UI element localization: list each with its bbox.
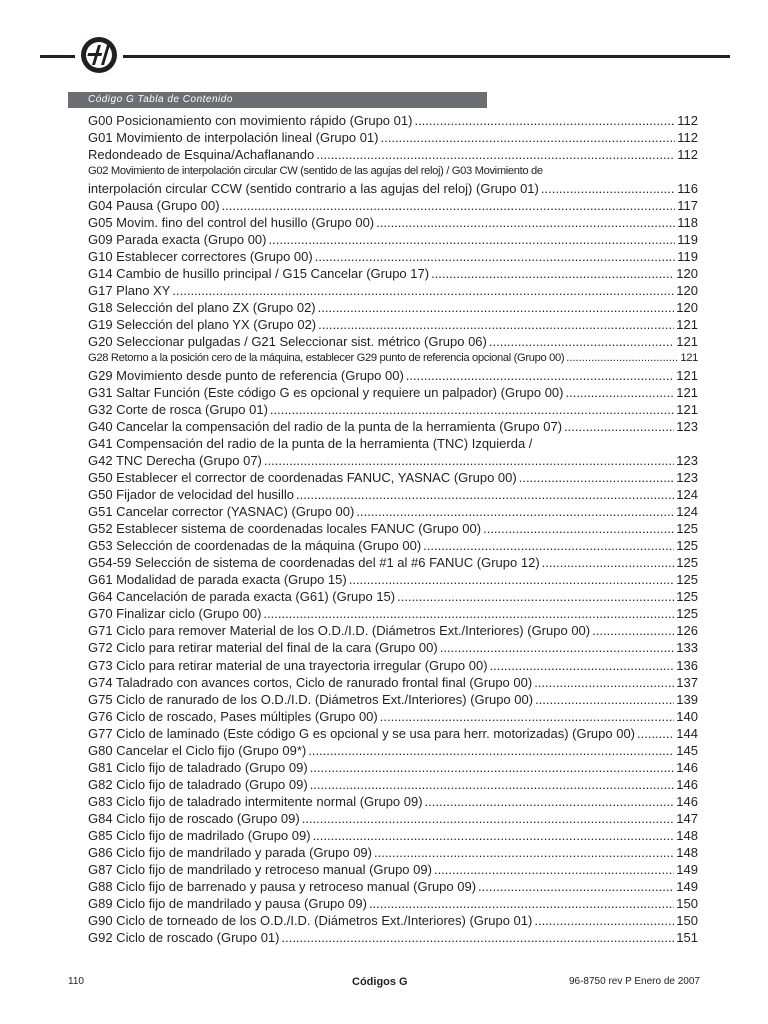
toc-entry-title: G10 Establecer correctores (Grupo 00)	[88, 249, 313, 265]
toc-entry-title: G14 Cambio de husillo principal / G15 Cancelar (Grupo 17)	[88, 266, 430, 282]
toc-entry-page: 119	[677, 232, 698, 248]
toc-entry[interactable]	[88, 657, 698, 674]
toc-entry-title: G41 Compensación del radio de la punta de la herramienta (TNC) Izquierda /	[88, 436, 533, 452]
toc-entry[interactable]	[88, 895, 698, 912]
toc-entry-title: G77 Ciclo de laminado (Este código G es opcional y se usa para herr. motorizadas) (Grupo 00)	[88, 725, 635, 741]
toc-entry-page: 133	[676, 640, 698, 656]
toc-entry-page: 121	[676, 402, 698, 418]
toc-entry[interactable]	[88, 282, 698, 299]
toc-entry[interactable]	[88, 912, 698, 929]
toc-entry-title: G20 Seleccionar pulgadas / G21 Seleccionar sist. métrico (Grupo 06)	[88, 334, 487, 350]
toc-entry[interactable]	[88, 639, 698, 656]
toc-entry-title: G29 Movimiento desde punto de referencia (Grupo 00)	[88, 368, 404, 384]
toc-entry-page: 145	[676, 742, 698, 758]
dot-leader	[264, 452, 674, 469]
toc-entry-page: 148	[676, 844, 698, 860]
toc-entry-title: G53 Selección de coordenadas de la máquina (Grupo 00)	[88, 538, 422, 554]
toc-entry-page: 121	[680, 352, 698, 365]
dot-leader	[374, 844, 674, 861]
dot-leader	[535, 691, 674, 708]
toc-entry[interactable]	[88, 129, 698, 146]
toc-entry-title: G50 Fijador de velocidad del husillo	[88, 487, 294, 503]
toc-entry-title: G01 Movimiento de interpolación lineal (Grupo 01)	[88, 130, 379, 146]
toc-entry-title: G80 Cancelar el Ciclo fijo (Grupo 09*)	[88, 742, 307, 758]
dot-leader	[534, 674, 674, 691]
toc-entry-page: 125	[676, 555, 698, 571]
toc-entry-page: 120	[676, 266, 698, 282]
section-title: Código G Tabla de Contenido	[88, 94, 233, 105]
toc-entry-page: 149	[676, 878, 698, 894]
toc-entry[interactable]	[88, 265, 698, 282]
toc-entry[interactable]	[88, 810, 698, 827]
dot-leader	[380, 708, 675, 725]
toc-entry-title: G17 Plano XY	[88, 283, 171, 299]
toc-entry-page: 137	[676, 674, 698, 690]
toc-entry-page: 124	[676, 487, 698, 503]
toc-entry-page: 121	[676, 385, 698, 401]
dot-leader	[489, 333, 674, 350]
toc-entry[interactable]	[88, 827, 698, 844]
toc-entry-title: G84 Ciclo fijo de roscado (Grupo 09)	[88, 810, 300, 826]
toc-entry-title: interpolación circular CCW (sentido contrario a las agujas del reloj) (Grupo 01)	[88, 181, 539, 197]
toc-entry-title: G70 Finalizar ciclo (Grupo 00)	[88, 606, 262, 622]
dot-leader	[406, 367, 675, 384]
toc-entry-title: G85 Ciclo fijo de madrilado (Grupo 09)	[88, 827, 311, 843]
toc-entry[interactable]	[88, 622, 698, 639]
dot-leader	[565, 384, 674, 401]
dot-leader	[316, 146, 675, 163]
toc-entry-title: G54-59 Selección de sistema de coordenadas del #1 al #6 FANUC (Grupo 12)	[88, 555, 540, 571]
toc-entry[interactable]	[88, 231, 698, 248]
dot-leader	[541, 180, 675, 197]
dot-leader	[310, 776, 675, 793]
toc-entry-title: G31 Saltar Función (Este código G es opcional y requiere un palpador) (Grupo 00)	[88, 385, 564, 401]
toc-entry-title: G82 Ciclo fijo de taladrado (Grupo 09)	[88, 776, 308, 792]
toc-entry[interactable]	[88, 708, 698, 725]
dot-leader	[564, 418, 674, 435]
toc-entry-title: G81 Ciclo fijo de taladrado (Grupo 09)	[88, 759, 308, 775]
toc-entry[interactable]	[88, 605, 698, 622]
toc-entry-page: 121	[676, 334, 698, 350]
toc-entry-title: G75 Ciclo de ranurado de los O.D./I.D. (Diámetros Ext./Interiores) (Grupo 00)	[88, 691, 534, 707]
toc-entry[interactable]	[88, 725, 698, 742]
toc-entry-page: 116	[677, 181, 698, 197]
toc-entry-title: G61 Modalidad de parada exacta (Grupo 15)	[88, 572, 347, 588]
toc-entry-page: 146	[676, 776, 698, 792]
toc-entry[interactable]	[88, 878, 698, 895]
toc-entry[interactable]	[88, 214, 698, 231]
toc-entry-page: 140	[676, 708, 698, 724]
toc-entry-page: 123	[676, 470, 698, 486]
toc-entry[interactable]	[88, 316, 698, 333]
toc-entry-page: 146	[676, 793, 698, 809]
toc-entry[interactable]	[88, 571, 698, 588]
dot-leader	[431, 265, 674, 282]
dot-leader	[369, 895, 674, 912]
toc-entry-page: 112	[677, 113, 698, 128]
dot-leader	[318, 316, 674, 333]
toc-entry[interactable]	[88, 367, 698, 384]
dot-leader	[281, 929, 674, 946]
dot-leader	[397, 588, 674, 605]
dot-leader	[315, 248, 676, 265]
toc-entry-title: G74 Taladrado con avances cortos, Ciclo de ranurado frontal final (Grupo 00)	[88, 674, 533, 690]
toc-entry-title: G87 Ciclo fijo de mandrilado y retroceso manual (Grupo 09)	[88, 861, 432, 877]
toc-entry[interactable]	[88, 537, 698, 554]
toc-entry-page: 120	[676, 283, 698, 299]
dot-leader	[269, 231, 676, 248]
toc-entry[interactable]	[88, 776, 698, 793]
dot-leader	[313, 827, 675, 844]
toc-entry-title: G64 Cancelación de parada exacta (G61) (Grupo 15)	[88, 589, 396, 605]
toc-entry-title: G18 Selección del plano ZX (Grupo 02)	[88, 300, 316, 316]
section-title-bar	[68, 92, 487, 108]
toc-entry[interactable]	[88, 520, 698, 537]
dot-leader	[356, 503, 674, 520]
haas-logo-icon	[75, 35, 123, 75]
toc-entry[interactable]	[88, 435, 698, 452]
toc-entry-page: 125	[676, 606, 698, 622]
toc-entry-title: G50 Establecer el corrector de coordenadas FANUC, YASNAC (Grupo 00)	[88, 470, 517, 486]
dot-leader	[483, 520, 674, 537]
toc-entry-page: 125	[676, 538, 698, 554]
toc-entry[interactable]	[88, 299, 698, 316]
toc-entry[interactable]	[88, 180, 698, 197]
dot-leader	[534, 912, 674, 929]
toc-entry[interactable]	[88, 554, 698, 571]
table-of-contents	[88, 112, 698, 946]
toc-entry-page: 112	[677, 147, 698, 163]
toc-entry[interactable]	[88, 861, 698, 878]
toc-entry-title: G72 Ciclo para retirar material del final de la cara (Grupo 00)	[88, 640, 438, 656]
dot-leader	[349, 571, 675, 588]
dot-leader	[302, 810, 675, 827]
toc-entry[interactable]	[88, 452, 698, 469]
toc-entry-page: 147	[676, 810, 698, 826]
dot-leader	[381, 129, 676, 146]
toc-entry-title: G52 Establecer sistema de coordenadas locales FANUC (Grupo 00)	[88, 521, 482, 537]
toc-entry[interactable]	[88, 691, 698, 708]
toc-entry-page: 149	[676, 861, 698, 877]
toc-entry-page: 121	[676, 368, 698, 384]
toc-entry-title: G92 Ciclo de roscado (Grupo 01)	[88, 929, 280, 945]
toc-entry[interactable]	[88, 674, 698, 691]
dot-leader	[592, 622, 674, 639]
toc-entry[interactable]	[88, 503, 698, 520]
toc-entry[interactable]	[88, 418, 698, 435]
page-footer	[0, 976, 768, 992]
dot-leader	[308, 742, 674, 759]
dot-leader	[414, 112, 675, 129]
dot-leader	[318, 299, 675, 316]
toc-entry-page: 151	[676, 929, 698, 945]
toc-entry[interactable]	[88, 844, 698, 861]
toc-entry-title: G04 Pausa (Grupo 00)	[88, 198, 220, 214]
header-rule	[40, 55, 730, 58]
toc-entry-title: G42 TNC Derecha (Grupo 07)	[88, 453, 262, 469]
dot-leader	[519, 469, 675, 486]
toc-entry-page: 139	[676, 691, 698, 707]
dot-leader	[263, 605, 674, 622]
dot-leader	[296, 486, 674, 503]
toc-entry[interactable]	[88, 112, 698, 129]
toc-entry-page: 121	[676, 317, 698, 333]
toc-entry-title: G76 Ciclo de roscado, Pases múltiples (Grupo 00)	[88, 708, 378, 724]
toc-entry-title: G83 Ciclo fijo de taladrado intermitente normal (Grupo 09)	[88, 793, 423, 809]
toc-entry-title: G02 Movimiento de interpolación circular CW (sentido de las agujas del reloj) / G03 Movimiento de	[88, 165, 543, 178]
toc-entry-page: 146	[676, 759, 698, 775]
dot-leader	[566, 350, 678, 367]
toc-entry-page: 123	[676, 419, 698, 435]
toc-entry[interactable]	[88, 333, 698, 350]
page-number: 110	[68, 976, 84, 987]
toc-entry[interactable]	[88, 929, 698, 946]
dot-leader	[637, 725, 674, 742]
toc-entry-title: G89 Ciclo fijo de mandrilado y pausa (Grupo 09)	[88, 895, 367, 911]
toc-entry-page: 123	[676, 453, 698, 469]
toc-entry[interactable]	[88, 469, 698, 486]
toc-entry-title: G28 Retorno a la posición cero de la máquina, establecer G29 punto de referencia opcional (Grupo 00)	[88, 352, 565, 365]
toc-entry-title: G71 Ciclo para remover Material de los O.D./I.D. (Diámetros Ext./Interiores) (Grupo 00)	[88, 623, 591, 639]
toc-entry-title: G19 Selección del plano YX (Grupo 02)	[88, 317, 317, 333]
toc-entry-page: 124	[676, 504, 698, 520]
toc-entry-page: 148	[676, 827, 698, 843]
toc-entry[interactable]	[88, 742, 698, 759]
dot-leader	[423, 537, 674, 554]
toc-entry-page: 136	[676, 657, 698, 673]
toc-entry-page: 120	[676, 300, 698, 316]
toc-entry-page: 144	[676, 725, 698, 741]
toc-entry-title: G00 Posicionamiento con movimiento rápido (Grupo 01)	[88, 113, 413, 128]
toc-entry-page: 112	[677, 130, 698, 146]
toc-entry[interactable]	[88, 197, 698, 214]
chapter-title: Códigos G	[352, 976, 408, 988]
toc-entry-page: 125	[676, 589, 698, 605]
dot-leader	[490, 657, 675, 674]
dot-leader	[425, 793, 675, 810]
toc-entry-title: G32 Corte de rosca (Grupo 01)	[88, 402, 268, 418]
revision-note: 96-8750 rev P Enero de 2007	[568, 976, 700, 987]
toc-entry[interactable]	[88, 759, 698, 776]
dot-leader	[542, 554, 675, 571]
dot-leader	[376, 214, 675, 231]
toc-entry-title: Redondeado de Esquina/Achaflanando	[88, 147, 315, 163]
toc-entry-page: 117	[677, 198, 698, 214]
toc-entry-title: G86 Ciclo fijo de mandrilado y parada (Grupo 09)	[88, 844, 372, 860]
dot-leader	[434, 861, 674, 878]
toc-entry-page: 125	[676, 521, 698, 537]
dot-leader	[270, 401, 674, 418]
toc-entry-page: 150	[676, 912, 698, 928]
toc-entry-title: G09 Parada exacta (Grupo 00)	[88, 232, 267, 248]
dot-leader	[310, 759, 675, 776]
dot-leader	[222, 197, 676, 214]
toc-entry-page: 118	[677, 215, 698, 231]
toc-entry[interactable]	[88, 486, 698, 503]
toc-entry-page: 119	[677, 249, 698, 265]
toc-entry-title: G40 Cancelar la compensación del radio de la punta de la herramienta (Grupo 07)	[88, 419, 563, 435]
dot-leader	[478, 878, 674, 895]
toc-entry[interactable]	[88, 163, 698, 180]
toc-entry[interactable]	[88, 350, 698, 367]
toc-entry-page: 126	[676, 623, 698, 639]
toc-entry-title: G05 Movim. fino del control del husillo (Grupo 00)	[88, 215, 375, 231]
dot-leader	[172, 282, 674, 299]
toc-entry-title: G73 Ciclo para retirar material de una trayectoria irregular (Grupo 00)	[88, 657, 488, 673]
toc-entry[interactable]	[88, 401, 698, 418]
toc-entry[interactable]	[88, 146, 698, 163]
toc-entry-page: 125	[676, 572, 698, 588]
toc-entry-title: G51 Cancelar corrector (YASNAC) (Grupo 00)	[88, 504, 355, 520]
toc-entry-title: G90 Ciclo de torneado de los O.D./I.D. (Diámetros Ext./Interiores) (Grupo 01)	[88, 912, 533, 928]
toc-entry[interactable]	[88, 588, 698, 605]
toc-entry-title: G88 Ciclo fijo de barrenado y pausa y retroceso manual (Grupo 09)	[88, 878, 477, 894]
toc-entry[interactable]	[88, 793, 698, 810]
toc-entry[interactable]	[88, 248, 698, 265]
toc-entry-page: 150	[676, 895, 698, 911]
dot-leader	[440, 639, 675, 656]
toc-entry[interactable]	[88, 384, 698, 401]
